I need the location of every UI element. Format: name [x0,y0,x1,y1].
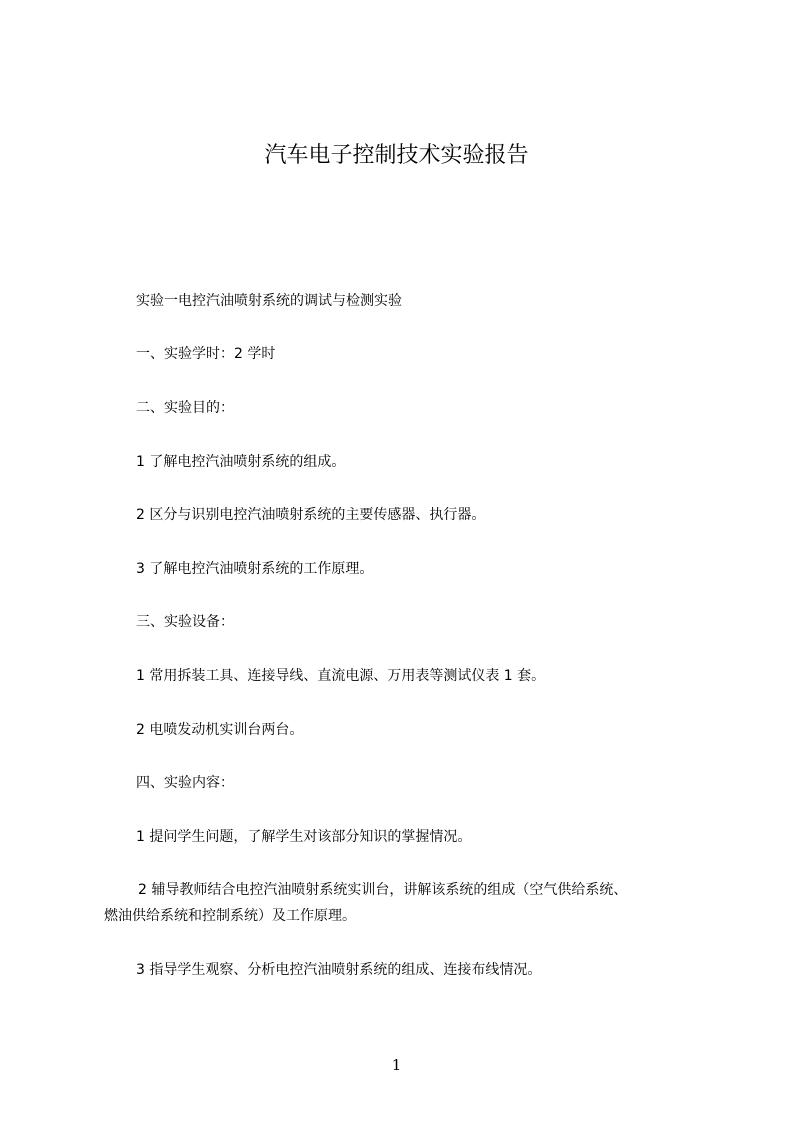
section-content-heading: 四、实验内容： [136,775,234,791]
purpose-item-3: 3 了解电控汽油喷射系统的工作原理。 [136,561,374,577]
page-number: 1 [391,1056,402,1074]
section-hours: 一、实验学时：2 学时 [136,346,276,362]
content-item-2 [104,877,704,929]
section-equipment-heading: 三、实验设备： [136,614,234,630]
document-title: 汽车电子控制技术实验报告 [264,143,529,168]
purpose-item-1: 1 了解电控汽油喷射系统的组成。 [136,454,346,470]
purpose-item-2: 2 区分与识别电控汽油喷射系统的主要传感器、执行器。 [136,507,486,523]
equipment-item-2: 2 电喷发动机实训台两台。 [136,722,304,738]
equipment-item-1: 1 常用拆装工具、连接导线、直流电源、万用表等测试仪表 1 套。 [136,668,546,684]
content-item-2-line-2: 燃油供给系统和控制系统）及工作原理。 [104,908,356,924]
content-item-3: 3 指导学生观察、分析电控汽油喷射系统的组成、连接布线情况。 [136,962,542,978]
content-item-1: 1 提问学生问题，了解学生对该部分知识的掌握情况。 [136,829,472,845]
content-item-2-line-1: 2 辅导教师结合电控汽油喷射系统实训台，讲解该系统的组成（空气供给系统、 [138,882,628,898]
experiment-heading: 实验一电控汽油喷射系统的调试与检测实验 [136,293,402,309]
section-purpose-heading: 二、实验目的： [136,400,234,416]
